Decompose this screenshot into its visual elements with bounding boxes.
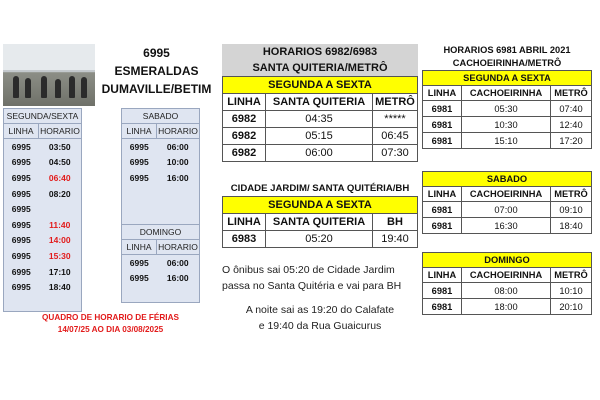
cell-linha: 6995: [129, 273, 149, 284]
col-linha: LINHA: [423, 187, 462, 202]
col-linha: LINHA: [122, 240, 157, 255]
cell-linha: 6995: [11, 250, 31, 261]
table-row: [423, 117, 592, 133]
cell-origem: 05:20: [266, 231, 373, 248]
cell-horario: 18:40: [48, 282, 71, 293]
table-row: [4, 233, 82, 249]
cell-origem: 05:15: [266, 128, 373, 145]
cell-linha: 6981: [423, 218, 462, 234]
middle-title: HORARIOS 6982/6983: [222, 44, 418, 60]
note-1-line-b: passa no Santa Quitéria e vai para BH: [222, 280, 402, 292]
line-name-2: DUMAVILLE/BETIM: [101, 82, 212, 96]
cell-linha: 6982: [223, 145, 266, 162]
cell-destino: 07:40: [551, 101, 592, 117]
table-row: [223, 111, 418, 128]
cell-destino: 09:10: [551, 202, 592, 218]
table-row: [4, 201, 82, 217]
col-linha: LINHA: [423, 268, 462, 283]
cell-linha: 6981: [423, 299, 462, 315]
cell-origem: 08:00: [462, 283, 551, 299]
cell-destino: 12:40: [551, 117, 592, 133]
vacation-notice-line2: 14/07/25 AO DIA 03/08/2025: [57, 325, 164, 334]
cell-linha: 6981: [423, 101, 462, 117]
col-linha: LINHA: [4, 124, 39, 139]
saturday-table-6981: [422, 171, 592, 234]
col-horario: HORARIO: [39, 124, 82, 139]
sunday-banner: DOMINGO: [423, 253, 592, 268]
col-linha: LINHA: [223, 214, 266, 231]
cell-destino: 10:10: [551, 283, 592, 299]
cell-horario: 06:40: [48, 172, 71, 183]
cell-horario: 17:10: [48, 266, 71, 277]
sunday-table-6995: [121, 224, 200, 303]
cell-origem: 06:00: [266, 145, 373, 162]
cell-linha: 6995: [11, 235, 31, 246]
weekday-table-6981: [422, 70, 592, 149]
col-origem: CACHOEIRINHA: [462, 86, 551, 101]
cell-horario: 15:30: [48, 250, 71, 261]
cell-horario: 11:40: [49, 219, 71, 230]
cell-destino: 17:20: [551, 133, 592, 149]
table-row: [223, 231, 418, 248]
middle-panel: [222, 44, 418, 388]
table-row: [4, 139, 82, 155]
cell-linha: 6995: [11, 172, 31, 183]
weekday-banner-2: SEGUNDA A SEXTA: [223, 197, 418, 214]
right-panel: [422, 44, 592, 320]
note-2-line-b: e 19:40 da Rua Guaicurus: [258, 320, 382, 332]
table-row: [4, 186, 82, 202]
table-row: [4, 170, 82, 186]
cell-horario: 03:50: [48, 141, 71, 152]
table-row: [223, 128, 418, 145]
cell-destino: 06:45: [373, 128, 418, 145]
saturday-banner: SABADO: [423, 172, 592, 187]
cell-linha: 6982: [223, 111, 266, 128]
cell-destino: 20:10: [551, 299, 592, 315]
cell-linha: 6995: [11, 141, 31, 152]
cell-horario: [39, 201, 82, 217]
col-destino: METRÔ: [373, 94, 418, 111]
cell-destino: 19:40: [373, 231, 418, 248]
cell-origem: 04:35: [266, 111, 373, 128]
cell-origem: 15:10: [462, 133, 551, 149]
cell-horario: 14:00: [48, 235, 71, 246]
vacation-notice-line1: QUADRO DE HORARIO DE FÉRIAS: [42, 313, 179, 322]
table-row: [4, 155, 82, 171]
table-row: [423, 218, 592, 234]
table-row: [122, 271, 200, 287]
cell-linha: 6981: [423, 283, 462, 299]
table-row: [4, 248, 82, 264]
cell-destino: 18:40: [551, 218, 592, 234]
cell-linha: 6995: [129, 257, 149, 268]
cell-destino: 07:30: [373, 145, 418, 162]
cell-horario: 16:00: [166, 172, 189, 183]
table-6983: [222, 196, 418, 248]
cell-linha: 6995: [11, 204, 31, 215]
cell-linha: 6995: [11, 188, 31, 199]
saturday-title: SABADO: [122, 109, 200, 124]
table-row: [122, 139, 200, 155]
cell-horario: 08:20: [48, 188, 71, 199]
cell-linha: 6995: [129, 172, 149, 183]
right-route-title: CACHOEIRINHA/METRÔ: [452, 58, 562, 68]
cell-linha: 6995: [11, 157, 31, 168]
table-row: [122, 255, 200, 271]
saturday-table-6995: [121, 108, 200, 235]
cell-destino: *****: [373, 111, 418, 128]
weekday-banner-1: SEGUNDA A SEXTA: [223, 77, 418, 94]
cell-horario: 04:50: [48, 157, 71, 168]
table-row: [4, 279, 82, 295]
cell-horario: 06:00: [166, 141, 189, 152]
col-destino: BH: [373, 214, 418, 231]
cell-linha: 6981: [423, 202, 462, 218]
table-row: [122, 170, 200, 186]
route-1-title: SANTA QUITERIA/METRÔ: [222, 60, 418, 76]
left-panel: [3, 44, 218, 364]
col-destino: METRÔ: [551, 268, 592, 283]
note-1: [222, 262, 418, 294]
table-row: [4, 217, 82, 233]
cell-horario: 16:00: [166, 273, 189, 284]
cell-linha: 6981: [423, 117, 462, 133]
cell-linha: 6983: [223, 231, 266, 248]
cell-origem: 18:00: [462, 299, 551, 315]
table-row: [223, 145, 418, 162]
col-linha: LINHA: [223, 94, 266, 111]
cell-origem: 05:30: [462, 101, 551, 117]
cell-linha: 6995: [11, 282, 31, 293]
col-horario: HORARIO: [157, 240, 200, 255]
cell-horario: 10:00: [166, 157, 189, 168]
table-row: [423, 133, 592, 149]
col-linha: LINHA: [423, 86, 462, 101]
cell-linha: 6995: [11, 219, 31, 230]
table-row: [4, 264, 82, 280]
table-6982: [222, 76, 418, 162]
col-destino: METRÔ: [551, 86, 592, 101]
cell-linha: 6995: [129, 157, 149, 168]
weekday-table-6995: [3, 108, 82, 312]
cell-linha: 6982: [223, 128, 266, 145]
vacation-notice: [3, 312, 218, 336]
line-name-1: ESMERALDAS: [114, 64, 199, 78]
line-number: 6995: [143, 46, 170, 60]
col-origem: SANTA QUITERIA: [266, 214, 373, 231]
cell-linha: 6981: [423, 133, 462, 149]
table-row: [122, 155, 200, 171]
table-row: [423, 283, 592, 299]
cell-horario: 06:00: [166, 257, 189, 268]
line-6995-title: [95, 44, 218, 98]
cell-origem: 10:30: [462, 117, 551, 133]
col-horario: HORARIO: [157, 124, 200, 139]
col-linha: LINHA: [122, 124, 157, 139]
bus-stop-photo: [3, 44, 95, 106]
table-row: [423, 299, 592, 315]
sunday-table-6981: [422, 252, 592, 315]
table-row: [423, 101, 592, 117]
cell-origem: 16:30: [462, 218, 551, 234]
col-destino: METRÔ: [551, 187, 592, 202]
route-2-title: CIDADE JARDIM/ SANTA QUITÉRIA/BH: [230, 183, 410, 194]
note-2-line-a: A noite sai as 19:20 do Calafate: [245, 304, 395, 316]
col-origem: CACHOEIRINHA: [462, 268, 551, 283]
table-row: [423, 202, 592, 218]
note-2: [222, 302, 418, 334]
cell-origem: 07:00: [462, 202, 551, 218]
right-title: HORARIOS 6981 ABRIL 2021: [443, 45, 571, 55]
note-1-line-a: O ônibus sai 05:20 de Cidade Jardim: [222, 264, 395, 276]
weekday-banner: SEGUNDA A SEXTA: [423, 71, 592, 86]
cell-linha: 6995: [11, 266, 31, 277]
col-origem: CACHOEIRINHA: [462, 187, 551, 202]
cell-linha: 6995: [129, 141, 149, 152]
col-origem: SANTA QUITERIA: [266, 94, 373, 111]
weekday-title: SEGUNDA/SEXTA: [4, 109, 82, 124]
sunday-title: DOMINGO: [122, 225, 200, 240]
